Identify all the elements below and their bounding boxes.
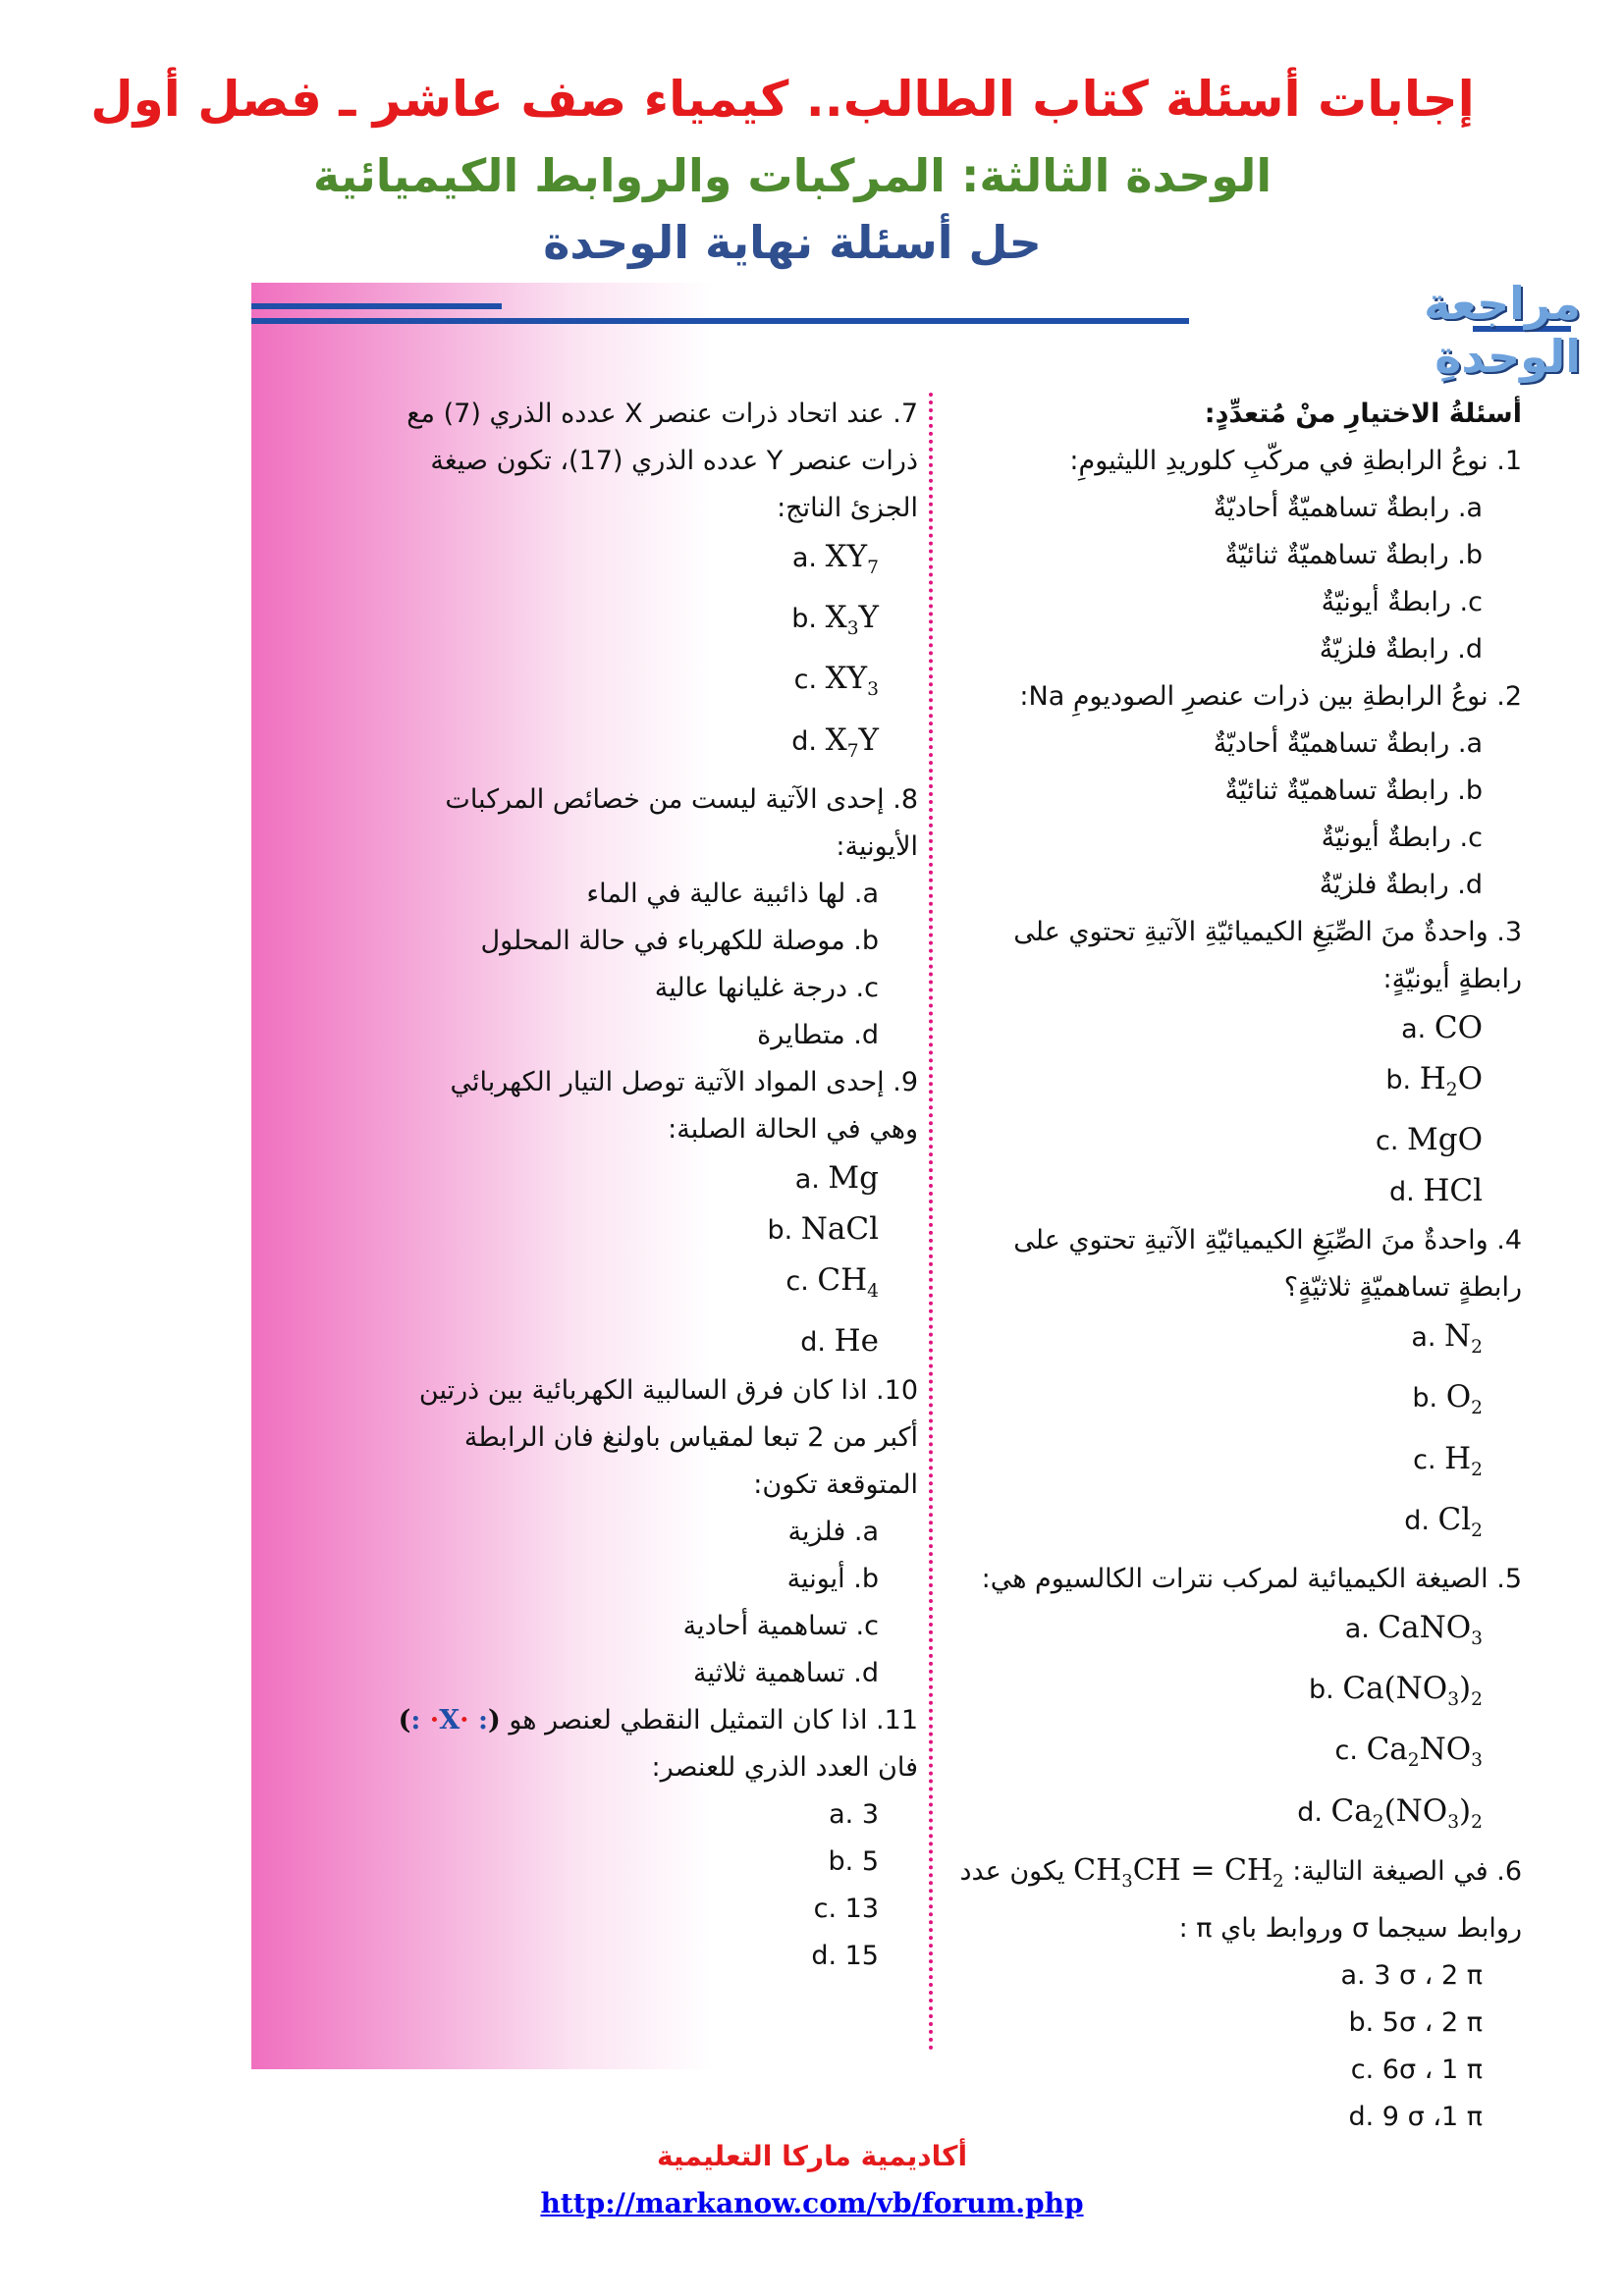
option: b. $H_2O$ [1385,1061,1483,1101]
option: c. $Ca_2NO_3$ [1334,1732,1483,1772]
review-label: مراجعة الوحدةِ [1424,277,1581,383]
option: c. درجة غليانها عالية [654,972,879,1003]
option: a. CO [1401,1010,1483,1045]
option: d. He [800,1322,879,1359]
option: d. رابطةٌ فلزيّةٌ [1319,870,1483,900]
question-7-cont: ذرات عنصر Y عدده الذري (17)، تكون صيغة [430,446,918,476]
footer-org: أكاديمية ماركا التعليمية [656,2140,968,2172]
left-column [334,391,918,1980]
question-5: 5. الصيغة الكيميائية لمركب نترات الكالسيوم هي: [981,1563,1522,1594]
question-11-cont: فان العدد الذري للعنصر: [651,1751,918,1783]
question-6: 6. في الصيغة التالية: $CH_3CH = CH_2$ يكون عدد [959,1852,1522,1892]
option: d. $X_7Y$ [791,721,879,762]
header-rule [251,318,1189,324]
option: c. MgO [1375,1122,1483,1158]
right-column [943,391,1522,2141]
option: a. 3 σ ، 2 π [1340,1959,1483,1991]
question-1: 1. نوعُ الرابطةِ في مركّبِ كلوريدِ الليثيومِ: [1069,446,1522,476]
option: d. متطايرة [757,1019,879,1050]
section-title: أسئلةُ الاختيارِ منْ مُتعدِّدٍ: [1204,399,1522,429]
option: b. $X_3Y$ [791,600,879,640]
page-title: إجابات أسئلة كتاب الطالب.. كيمياء صف عاشر ـ فصل أول [90,71,1475,128]
option: a. Mg [794,1159,879,1196]
option: c. رابطةٌ أيونيّةٌ [1321,587,1483,617]
question-8: 8. إحدى الآتية ليست من خصائص المركبات [445,783,918,815]
question-9-cont: وهي في الحالة الصلبة: [668,1113,918,1145]
option: a. 3 [829,1798,879,1830]
footer-link[interactable]: http://markanow.com/vb/forum.php [540,2187,1084,2219]
option: d. $Cl_2$ [1404,1501,1483,1541]
option: a. $XY_7$ [791,539,879,579]
option: b. NaCl [767,1210,879,1247]
unit-title: الوحدة الثالثة: المركبات والروابط الكيميائية [312,149,1272,202]
option: b. رابطةٌ تساهميّةٌ ثنائيّةٌ [1224,775,1483,806]
option: c. رابطةٌ أيونيّةٌ [1321,823,1483,853]
option: c. $H_2$ [1413,1440,1483,1480]
option: d. 15 [811,1940,879,1971]
option: c. $XY_3$ [793,661,879,701]
header-rule [251,303,502,309]
option: c. 13 [813,1893,879,1924]
question-3-cont: رابطةٍ أيونيّةٍ: [1382,964,1522,994]
lewis-dot-symbol: (: ·X· :) [398,1704,501,1735]
option: b. $O_2$ [1412,1379,1483,1419]
option: a. لها ذائبية عالية في الماء [586,878,879,909]
question-11: 11. اذا كان التمثيل النقطي لعنصر هو (: ·X· :) [398,1704,918,1735]
question-10: 10. اذا كان فرق السالبية الكهربائية بين ذرتين [418,1374,918,1406]
option: b. 5σ ، 2 π [1348,2006,1483,2038]
option: d. HCl [1389,1173,1483,1209]
option: a. CaNO$_3$ [1344,1609,1483,1650]
option: a. فلزية [787,1516,879,1547]
option: d. رابطةٌ فلزيّةٌ [1319,634,1483,665]
question-4-cont: رابطةٍ تساهميّةٍ ثلاثيّةٍ؟ [1283,1272,1522,1304]
option: b. 5 [828,1845,879,1877]
question-9: 9. إحدى المواد الآتية توصل التيار الكهربائي [450,1066,918,1097]
question-10-cont: أكبر من 2 تبعا لمقياس باولنغ فان الرابطة [463,1421,918,1453]
question-7: 7. عند اتحاد ذرات عنصر X عدده الذري (7) مع [406,399,918,429]
option: d. 9 σ ،1 π [1348,2101,1483,2132]
option: c. $CH_4$ [785,1261,879,1302]
option: c. تساهمية أحادية [682,1610,879,1641]
footer-link-wrap [0,2187,1624,2219]
option: b. أيونية [786,1563,879,1594]
question-10-cont: المتوقعة تكون: [753,1468,918,1500]
column-divider [929,393,933,2052]
question-4: 4. واحدةٌ منَ الصِّيَغِ الكيميائيّةِ الآتيةِ تحتوي على [1013,1225,1522,1256]
page-subtitle: حل أسئلة نهاية الوحدة [543,216,1042,269]
option: b. رابطةٌ تساهميّةٌ ثنائيّةٌ [1224,540,1483,570]
question-2: 2. نوعُ الرابطةِ بين ذرات عنصرِ الصوديومِ Na: [1019,681,1522,712]
question-6-cont: روابط سيجما σ وروابط باي π : [1178,1912,1522,1944]
question-7-cont: الجزئ الناتج: [777,493,918,523]
question-3: 3. واحدةٌ منَ الصِّيَغِ الكيميائيّةِ الآتيةِ تحتوي على [1013,917,1522,947]
option: a. رابطةٌ تساهميّةٌ أحاديّةٌ [1213,493,1483,523]
option: b. $Ca(NO_3)_2$ [1309,1671,1483,1711]
option: c. 6σ ، 1 π [1350,2054,1483,2085]
question-8-cont: الأيونية: [836,830,918,862]
option: b. موصلة للكهرباء في حالة المحلول [480,925,879,956]
option: d. تساهمية ثلاثية [693,1657,879,1688]
option: a. رابطةٌ تساهميّةٌ أحاديّةٌ [1213,728,1483,759]
option: a. $N_2$ [1411,1318,1483,1359]
option: d. $Ca_2(NO_3)_2$ [1297,1792,1483,1833]
